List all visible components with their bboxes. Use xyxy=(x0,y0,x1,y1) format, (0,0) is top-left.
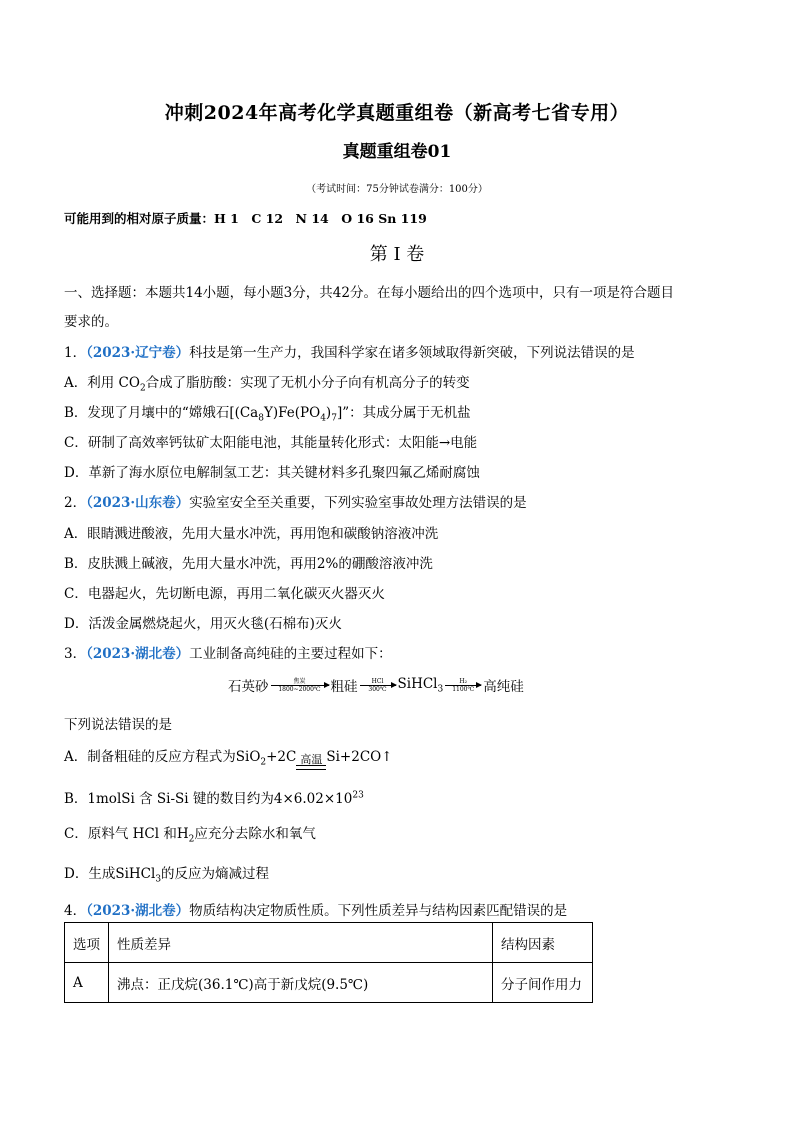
table-cell: A xyxy=(65,963,109,1003)
q4-table xyxy=(64,922,593,1003)
rxn-arrow-2: HCl 300℃ xyxy=(360,678,396,693)
q3-option-d: D．生成SiHCl$_3$的反应为熵减过程 xyxy=(64,866,270,885)
section-instructions: 一、选择题：本题共14小题，每小题3分，共42分。在每小题给出的四个选项中，只有一项是符合题目 xyxy=(64,285,674,301)
question-4-source: （2023·湖北卷） xyxy=(86,903,190,919)
q1-option-b: B．发现了月壤中的“嫦娥石$[(Ca_8Y)Fe(PO_4)_7]$”：其成分属于无机盐 xyxy=(64,405,471,424)
table-cell: 沸点：正戊烷(36.1℃)高于新戊烷(9.5℃) xyxy=(109,963,493,1003)
table-header-row xyxy=(65,923,593,963)
equation-condition: 高温 xyxy=(296,754,326,770)
rxn-arrow-3: H₂ 1100℃ xyxy=(445,678,481,693)
table-cell: 分子间作用力 xyxy=(493,963,593,1003)
question-1-stem: 1．（2023·辽宁卷）科技是第一生产力，我国科学家在诸多领域取得新突破，下列说法错误的是 xyxy=(64,345,635,361)
q1-option-d: D．革新了海水原位电解制氢工艺：其关键材料多孔聚四氟乙烯耐腐蚀 xyxy=(64,465,480,481)
question-4-stem: 4．（2023·湖北卷）物质结构决定物质性质。下列性质差异与结构因素匹配错误的是 xyxy=(64,903,568,919)
table-header-cell: 结构因素 xyxy=(493,923,593,963)
question-1-source: （2023·辽宁卷） xyxy=(86,345,190,361)
table-row xyxy=(65,963,593,1003)
question-2-source: （2023·山东卷） xyxy=(86,495,190,511)
q3-option-b: B．1molSi 含 Si-Si 键的数目约为$4\times 6.02\times 10^{23}$ xyxy=(64,790,364,807)
q1-option-a: A．利用 $CO_2$合成了脂肪酸：实现了无机小分子向有机高分子的转变 xyxy=(64,375,470,394)
question-3-source: （2023·湖北卷） xyxy=(86,646,190,662)
atomic-mass-line: 可能用到的相对原子质量：H 1 C 12 N 14 O 16 Sn 119 xyxy=(64,211,427,226)
rxn-quartz-sand: 石英砂 xyxy=(228,679,269,695)
exam-info: （考试时间：75分钟试卷满分：100分） xyxy=(306,184,488,195)
q1-option-c: C．研制了高效率钙钛矿太阳能电池，其能量转化形式：太阳能→电能 xyxy=(64,435,478,451)
rxn-trichlorosilane: SiHCl$_3$ xyxy=(397,675,444,695)
table-header-cell: 选项 xyxy=(65,923,109,963)
section-instructions-cont: 要求的。 xyxy=(64,314,118,330)
paper-subtitle: 真题重组卷01 xyxy=(342,142,452,162)
silicon-process-scheme xyxy=(228,675,524,695)
rxn-pure-silicon: 高纯硅 xyxy=(483,679,524,695)
q2-option-a: A．眼睛溅进酸液，先用大量水冲洗，再用饱和碳酸钠溶液冲洗 xyxy=(64,526,439,542)
volume-heading: 第 I 卷 xyxy=(369,244,425,265)
q2-option-d: D．活泼金属燃烧起火，用灭火毯(石棉布)灭火 xyxy=(64,616,342,632)
rxn-crude-silicon: 粗硅 xyxy=(330,679,358,695)
table-header-cell: 性质差异 xyxy=(109,923,493,963)
q2-option-c: C．电器起火，先切断电源，再用二氧化碳灭火器灭火 xyxy=(64,586,385,602)
page-title: 冲刺2024年高考化学真题重组卷（新高考七省专用） xyxy=(164,102,630,124)
rxn-arrow-1: 焦炭 1800~2000℃ xyxy=(271,678,329,693)
q2-option-b: B．皮肤溅上碱液，先用大量水冲洗，再用2%的硼酸溶液冲洗 xyxy=(64,556,433,572)
q3-option-a: A．制备粗硅的反应方程式为SiO$_2$+2C 高温 Si+2CO↑ xyxy=(64,745,393,770)
q3-lead: 下列说法错误的是 xyxy=(64,717,172,733)
q3-option-c: C．原料气 HCl 和$H_2$应充分去除水和氧气 xyxy=(64,826,316,845)
question-3-stem: 3．（2023·湖北卷）工业制备高纯硅的主要过程如下： xyxy=(64,646,392,662)
question-2-stem: 2．（2023·山东卷）实验室安全至关重要，下列实验室事故处理方法错误的是 xyxy=(64,495,527,511)
